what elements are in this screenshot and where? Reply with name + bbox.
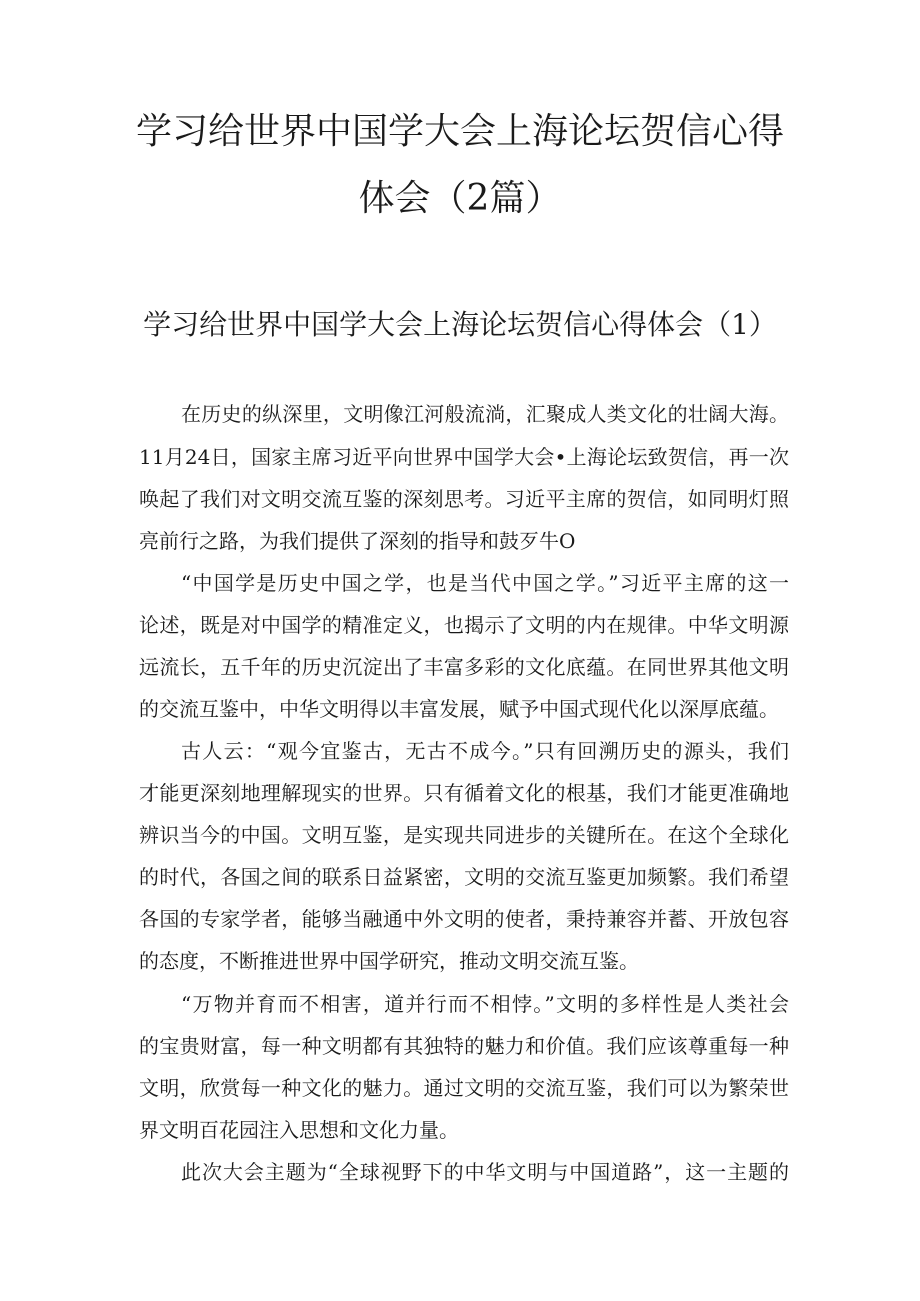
paragraph-line: 的交流互鉴中，中华文明得以丰富发展，赋予中国式现代化以深厚底蕴。 <box>139 697 779 721</box>
paragraph-line: 的宝贵财富，每一种文明都有其独特的魅力和价值。我们应该尊重每一种 <box>139 1034 789 1058</box>
paragraph-line: 在历史的纵深里，文明像江河般流淌，汇聚成人类文化的壮阔大海。 <box>181 402 789 426</box>
document-title-line-1: 学习给世界中国学大会上海论坛贺信心得 <box>135 111 784 152</box>
paragraph-line: 的态度，不断推进世界中国学研究，推动文明交流互鉴。 <box>139 949 639 973</box>
paragraph-line: 界文明百花园注入思想和文化力量。 <box>139 1118 459 1142</box>
paragraph-line: 远流长，五千年的历史沉淀出了丰富多彩的文化底蕴。在同世界其他文明 <box>139 655 789 679</box>
paragraph-line: 11月24日，国家主席习近平向世界中国学大会•上海论坛致贺信，再一次 <box>139 445 789 469</box>
paragraph-line: 古人云：“观今宜鉴古，无古不成今。”只有回溯历史的源头，我们 <box>181 739 789 763</box>
paragraph-line: 各国的专家学者，能够当融通中外文明的使者，秉持兼容并蓄、开放包容 <box>139 907 789 931</box>
document-title-line-2: 体会（2篇） <box>358 178 562 219</box>
paragraph-line: 的时代，各国之间的联系日益紧密，文明的交流互鉴更加频繁。我们希望 <box>139 865 789 889</box>
section-title: 学习给世界中国学大会上海论坛贺信心得体会（1） <box>143 308 777 341</box>
paragraph-line: “万物并育而不相害，道并行而不相悖。”文明的多样性是人类社会 <box>181 992 789 1016</box>
paragraph-line: 亮前行之路，为我们提供了深刻的指导和鼓歹牛O <box>139 529 576 553</box>
paragraph-line: 此次大会主题为“全球视野下的中华文明与中国道路”，这一主题的 <box>181 1160 789 1184</box>
paragraph-line: 文明，欣赏每一种文化的魅力。通过文明的交流互鉴，我们可以为繁荣世 <box>139 1076 789 1100</box>
paragraph-line: 唤起了我们对文明交流互鉴的深刻思考。习近平主席的贺信，如同明灯照 <box>139 487 789 511</box>
paragraph-line: 辨识当今的中国。文明互鉴，是实现共同进步的关键所在。在这个全球化 <box>139 823 789 847</box>
paragraph-line: 才能更深刻地理解现实的世界。只有循着文化的根基，我们才能更准确地 <box>139 781 789 805</box>
paragraph-line: “中国学是历史中国之学，也是当代中国之学。”习近平主席的这一 <box>181 571 789 595</box>
paragraph-line: 论述，既是对中国学的精准定义，也揭示了文明的内在规律。中华文明源 <box>139 613 789 637</box>
